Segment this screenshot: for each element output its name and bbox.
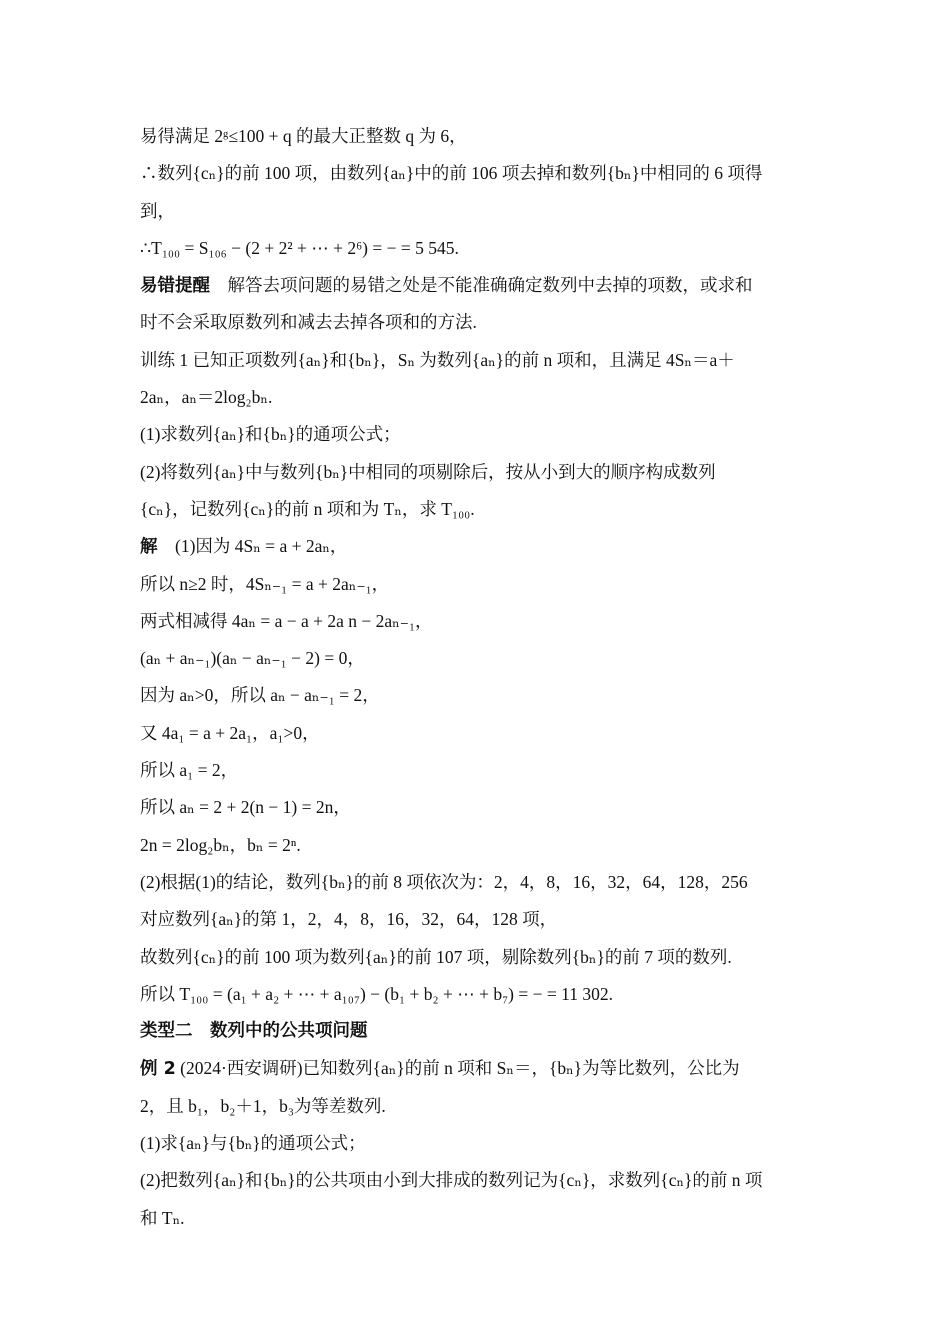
text-line: 所以 T₁₀₀ = (a₁ + a₂ + ⋯ + a₁₀₇) − (b₁ + b₂ + ⋯ + b₇) = − = 11 302. (140, 983, 613, 1004)
example-2-line (140, 1050, 812, 1087)
error-tip-paragraph (140, 267, 812, 304)
text-line: 2，且 b₁，b₂＋1，b₃为等差数列. (140, 1095, 386, 1116)
text-line: 所以 a₁ = 2， (140, 760, 239, 781)
text-line: {cₙ}，记数列{cₙ}的前 n 项和为 Tₙ，求 T₁₀₀. (140, 498, 475, 519)
text-line: 因为 aₙ>0，所以 aₙ − aₙ₋₁ = 2， (140, 685, 380, 706)
text-line: 和 Tₙ. (140, 1207, 185, 1228)
text-line: (aₙ + aₙ₋₁)(aₙ − aₙ₋₁ − 2) = 0， (140, 648, 365, 669)
question-1: (1)求数列{aₙ}和{bₙ}的通项公式； (140, 424, 401, 445)
error-tip-text: 解答去项问题的易错之处是不能准确确定数列中去掉的项数，或求和 (227, 275, 753, 296)
text-line: ∴T₁₀₀ = S₁₀₆ − (2 + 2² + ⋯ + 2⁶) = − = 5 545. (140, 237, 459, 258)
text-line: 到， (140, 200, 175, 221)
text-line: 易得满足 2ᵍ≤100 + q 的最大正整数 q 为 6， (140, 126, 467, 146)
section-heading: 类型二 数列中的公共项问题 (140, 1021, 368, 1042)
solution-label: 解 (140, 537, 158, 558)
exercise-1-line: 训练 1 已知正项数列{aₙ}和{bₙ}，Sₙ 为数列{aₙ}的前 n 项和，且满足 4Sₙ＝a＋ (140, 349, 735, 370)
text-line: (2)根据(1)的结论，数列{bₙ}的前 8 项依次为：2，4，8，16，32，64，128，256 (140, 871, 748, 892)
text-line: ∴数列{cₙ}的前 100 项，由数列{aₙ}中的前 106 项去掉和数列{bₙ}中相同的 6 项得 (140, 163, 763, 184)
text-line: 故数列{cₙ}的前 100 项为数列{aₙ}的前 107 项，剔除数列{bₙ}的前 7 项的数列. (140, 946, 732, 967)
text-line: 又 4a₁ = a + 2a₁，a₁>0， (140, 722, 320, 743)
text-line: 所以 aₙ = 2 + 2(n − 1) = 2n， (140, 797, 351, 818)
text-line: 时不会采取原数列和减去去掉各项和的方法. (140, 312, 477, 333)
solution-line (140, 528, 812, 565)
text-line: 所以 n≥2 时，4Sₙ₋₁ = a + 2aₙ₋₁， (140, 573, 390, 594)
text-line: 2aₙ，aₙ＝2log₂bₙ. (140, 387, 273, 408)
example-label: 例 2 (140, 1059, 176, 1080)
example-text: (2024·西安调研)已知数列{aₙ}的前 n 项和 Sₙ＝，{bₙ}为等比数列，公比为 (180, 1058, 740, 1079)
text-line: 两式相减得 4aₙ = a − a + 2a n − 2aₙ₋₁， (140, 610, 433, 631)
question-2: (2)把数列{aₙ}和{bₙ}的公共项由小到大排成的数列记为{cₙ}，求数列{cₙ}的前 n 项 (140, 1170, 763, 1191)
text-line: 对应数列{aₙ}的第 1，2，4，8，16，32，64，128 项， (140, 909, 558, 930)
document-page (140, 118, 812, 1237)
question-1: (1)求{aₙ}与{bₙ}的通项公式； (140, 1133, 366, 1154)
error-tip-label: 易错提醒 (140, 276, 210, 297)
text-line: 2n = 2log₂bₙ，bₙ = 2ⁿ. (140, 834, 301, 855)
question-2: (2)将数列{aₙ}中与数列{bₙ}中相同的项剔除后，按从小到大的顺序构成数列 (140, 461, 716, 482)
solution-text: (1)因为 4Sₙ = a + 2aₙ， (175, 536, 348, 557)
